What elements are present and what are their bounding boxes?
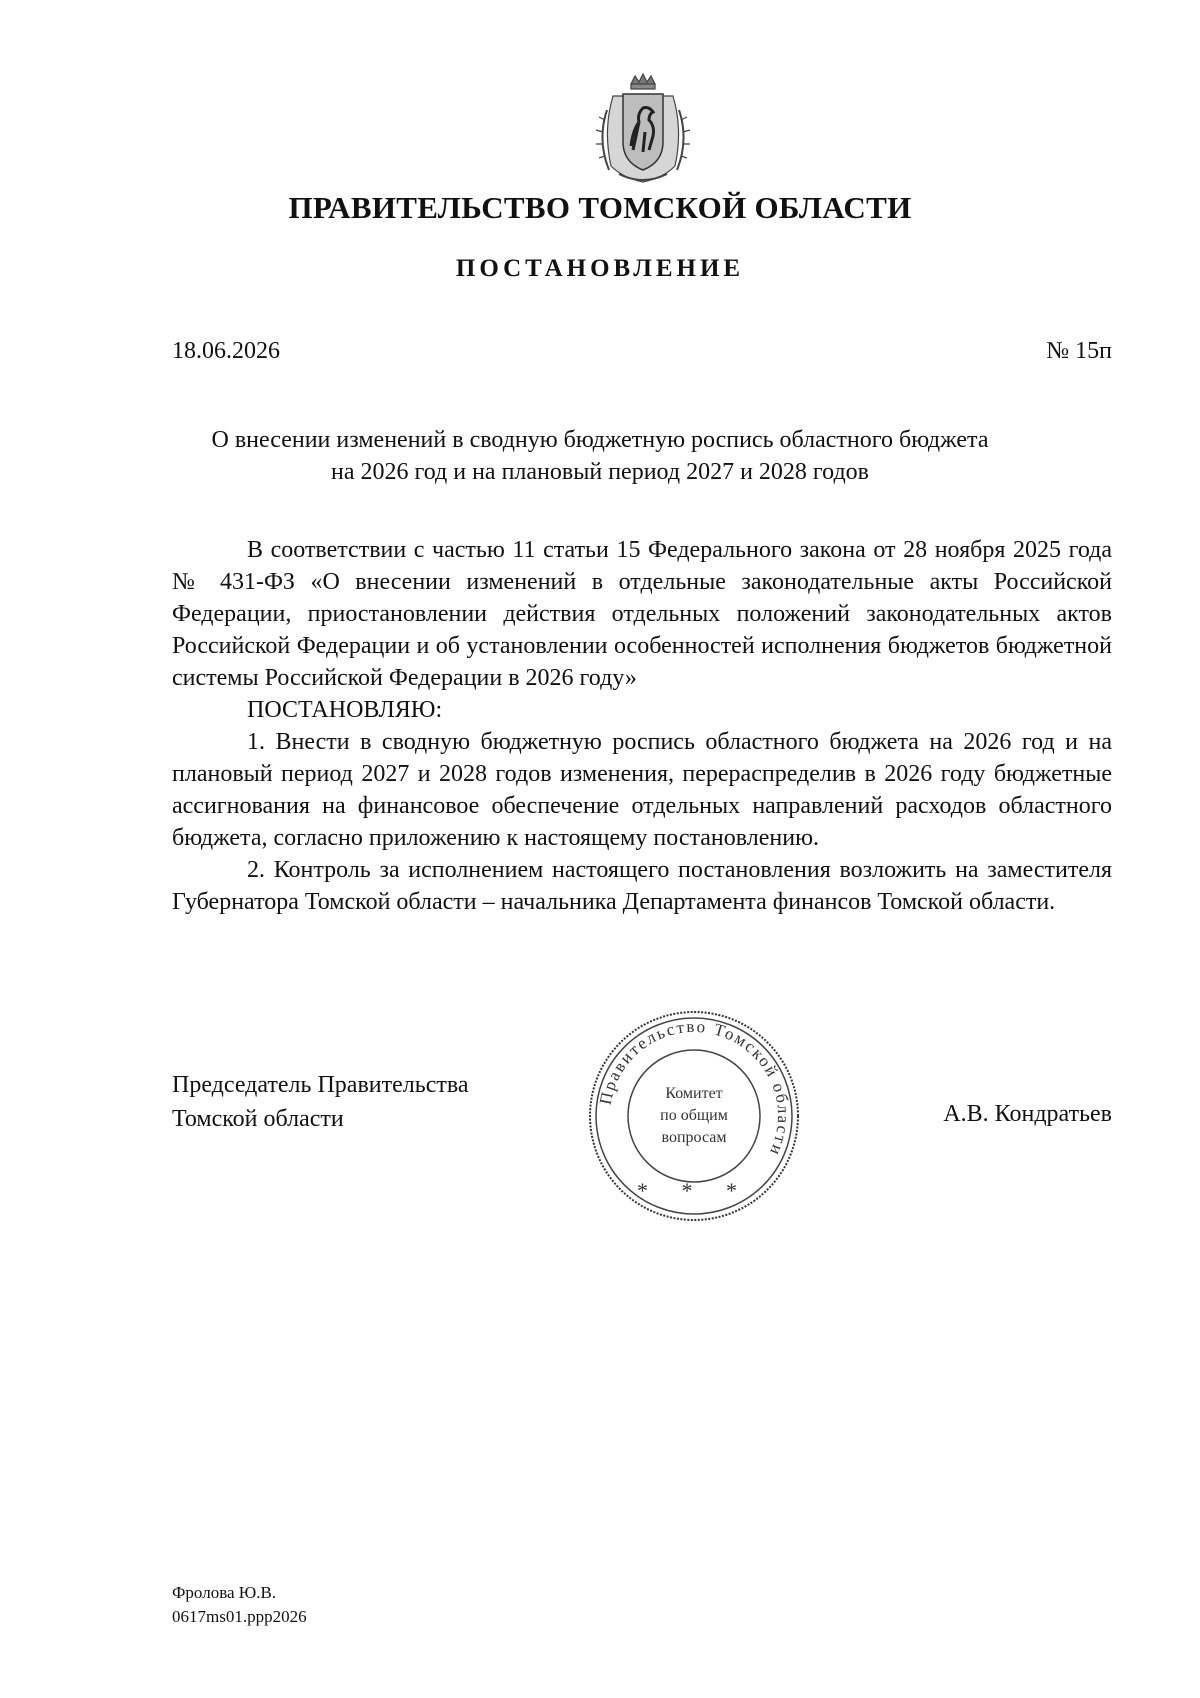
document-date: 18.06.2026 — [172, 338, 280, 364]
file-code: 0617ms01.ppp2026 — [172, 1607, 307, 1626]
preamble-paragraph: В соответствии с частью 11 статьи 15 Федерального закона от 28 ноября 2025 года № 431-ФЗ «О внесении изменений в отдельные законодательные акты Российской Федерации, приостановлении действия отдельных положений законодательных актов Российской Федерации и об установлении особенностей исполнения бюджетов бюджетной системы Российской Федерации в 2026 году» — [172, 537, 1112, 691]
stamp-center-line-1: Комитет — [665, 1085, 723, 1102]
official-stamp — [584, 1006, 804, 1226]
signatory-position-line-2: Томской области — [172, 1106, 344, 1132]
signatory-name: А.В. Кондратьев — [943, 1101, 1112, 1127]
document-footer — [172, 1581, 307, 1629]
stamp-center-line-3: вопросам — [661, 1129, 727, 1146]
stamp-ring-textpath: Правительство Томской области — [595, 1016, 794, 1160]
item-1-paragraph: 1. Внести в сводную бюджетную роспись областного бюджета на 2026 год и на плановый период 2027 и 2028 годов изменения, перераспределив в 2026 году бюджетные ассигнования на финансовое обеспечение отдельных направлений расходов областного бюджета, согласно приложению к настоящему постановлению. — [172, 729, 1112, 851]
signatory-position-line-1: Председатель Правительства — [172, 1072, 469, 1098]
executor-name: Фролова Ю.В. — [172, 1583, 277, 1602]
subject-line-2: на 2026 год и на плановый период 2027 и 2028 годов — [330, 459, 870, 485]
government-title: ПРАВИТЕЛЬСТВО ТОМСКОЙ ОБЛАСТИ — [288, 190, 912, 225]
signatory-position — [172, 1068, 469, 1136]
coat-of-arms-emblem — [583, 70, 703, 190]
stamp-center-line-2: по общим — [660, 1107, 728, 1124]
subject-line-1: О внесении изменений в сводную бюджетную роспись областного бюджета — [211, 427, 989, 453]
document-type: ПОСТАНОВЛЕНИЕ — [455, 255, 745, 282]
document-body — [172, 534, 1112, 918]
stamp-stars: * * * — [637, 1178, 751, 1203]
document-subject — [150, 424, 1050, 488]
decree-word: ПОСТАНОВЛЯЮ: — [247, 697, 443, 723]
document-number: № 15п — [1046, 338, 1112, 364]
item-2-paragraph: 2. Контроль за исполнением настоящего постановления возложить на заместителя Губернатора Томской области – начальника Департамента финансов Томской области. — [172, 857, 1112, 915]
